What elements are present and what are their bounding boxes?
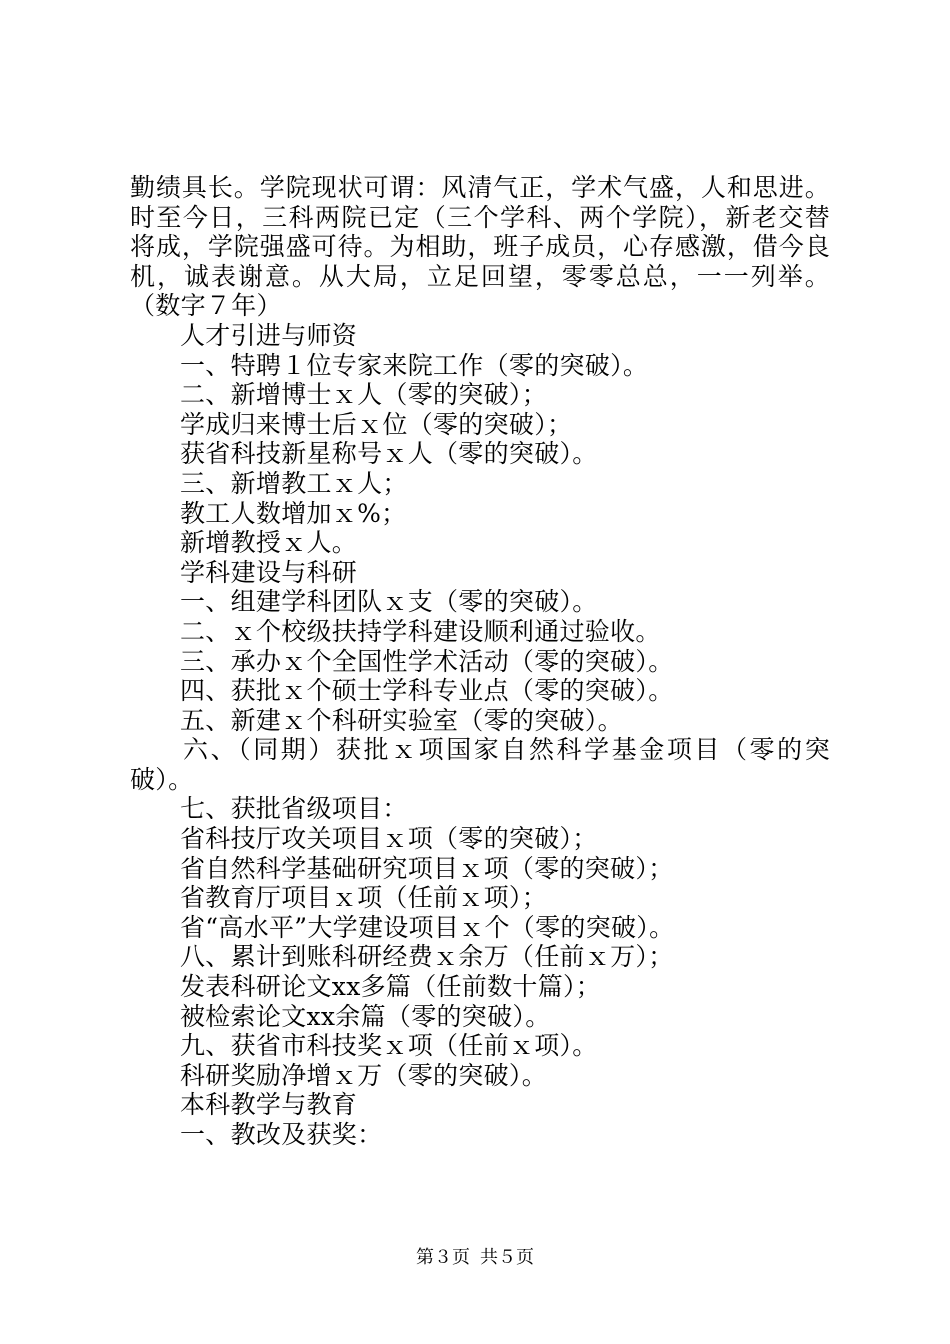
list-item: 二、ｘ个校级扶持学科建设顺利通过验收。	[180, 616, 661, 646]
section-heading: 学科建设与科研	[180, 557, 358, 587]
list-item: 教工人数增加ｘ%；	[180, 498, 407, 528]
list-item: 被检索论文xx余篇（零的突破）。	[180, 1001, 551, 1031]
list-item: 八、累计到账科研经费ｘ余万（任前ｘ万）；	[180, 942, 674, 972]
list-item: 省教育厅项目ｘ项（任前ｘ项）；	[180, 883, 548, 913]
list-item: 省科技厅攻关项目ｘ项（零的突破）；	[180, 824, 598, 854]
list-item: 六、（同期）获批ｘ项国家自然科学基金项目（零的突	[183, 735, 830, 765]
list-item: 省自然科学基础研究项目ｘ项（零的突破）；	[180, 853, 674, 883]
section-heading: 本科教学与教育	[180, 1090, 358, 1120]
list-item: 九、获省市科技奖ｘ项（任前ｘ项）。	[180, 1031, 598, 1061]
list-item: 四、获批ｘ个硕士学科专业点（零的突破）。	[180, 676, 674, 706]
page-total: 共５页	[480, 1247, 534, 1268]
page-number: 第３页	[416, 1247, 470, 1268]
paragraph-line: 机，诚表谢意。从大局，立足回望，零零总总，一一列举。	[130, 261, 830, 291]
paragraph-line: （数字７年）	[130, 291, 282, 321]
list-item: 三、承办ｘ个全国性学术活动（零的突破）。	[180, 646, 674, 676]
list-item: 五、新建ｘ个科研实验室（零的突破）。	[180, 705, 623, 735]
list-item: 一、教改及获奖：	[180, 1120, 383, 1149]
list-item: 省“高水平”大学建设项目ｘ个（零的突破）。	[180, 912, 675, 942]
section-heading: 人才引进与师资	[180, 320, 358, 350]
list-item: 七、获批省级项目：	[180, 794, 408, 824]
list-item: 一、特聘１位专家来院工作（零的突破）。	[180, 350, 649, 380]
paragraph-line: 时至今日，三科两院已定（三个学科、两个学院），新老交替	[130, 202, 830, 232]
list-item: 学成归来博士后ｘ位（零的突破）；	[180, 409, 573, 439]
paragraph-line: 勤绩具长。学院现状可谓：风清气正，学术气盛，人和思进。	[130, 173, 830, 202]
list-item: 科研奖励净增ｘ万（零的突破）。	[180, 1060, 548, 1090]
list-item-continuation: 破）。	[130, 764, 194, 794]
paragraph-line: 将成，学院强盛可待。为相助，班子成员，心存感激，借今良	[130, 232, 830, 262]
page-footer	[0, 1243, 950, 1269]
list-item: 一、组建学科团队ｘ支（零的突破）。	[180, 587, 598, 617]
document-body	[130, 173, 830, 1150]
list-item: 新增教授ｘ人。	[180, 528, 358, 558]
list-item: 三、新增教工ｘ人；	[180, 468, 408, 498]
list-item: 获省科技新星称号ｘ人（零的突破）。	[180, 439, 598, 469]
list-item: 发表科研论文xx多篇（任前数十篇）；	[180, 972, 602, 1002]
list-item: 二、新增博士ｘ人（零的突破）；	[180, 380, 548, 410]
